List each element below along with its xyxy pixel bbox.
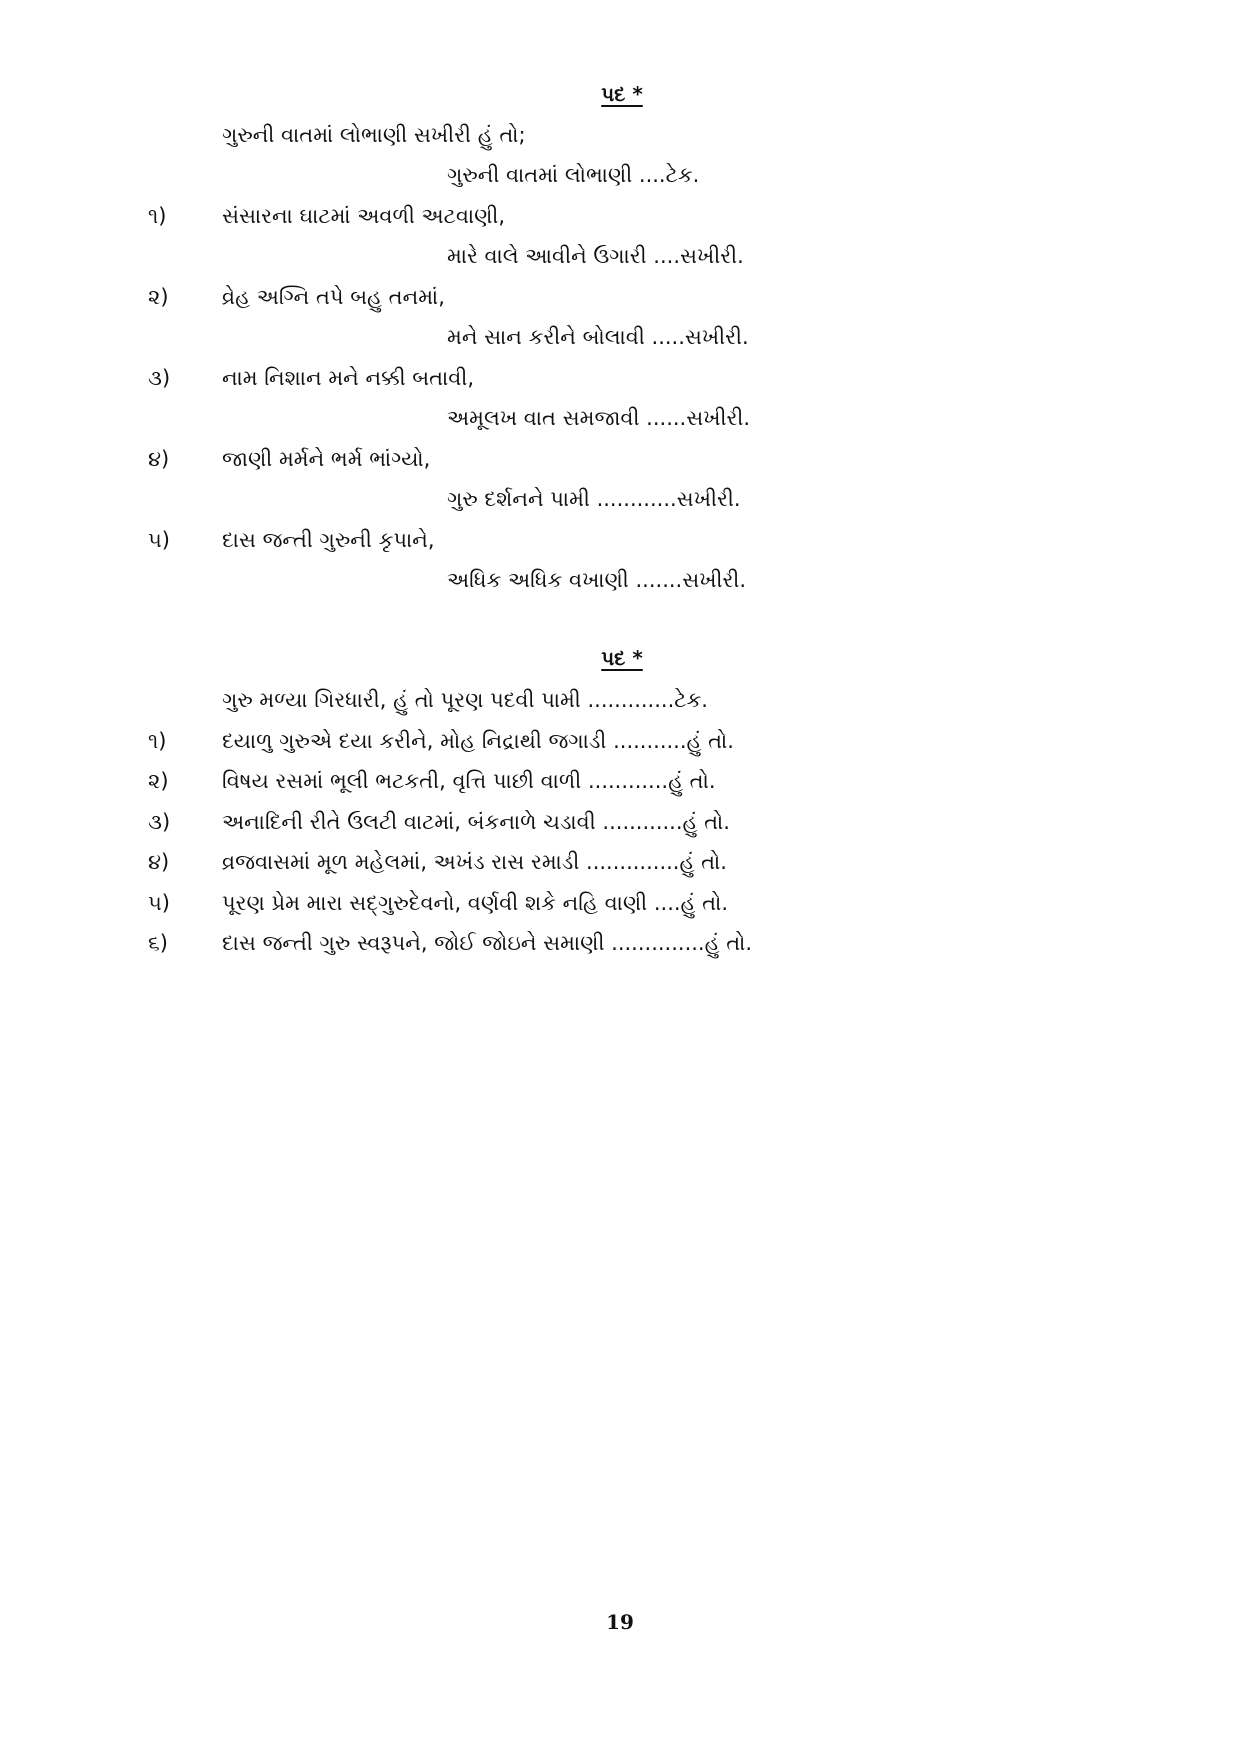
verse-number: ૨) (148, 769, 169, 793)
poem2-title: પદ * (601, 646, 643, 670)
verse-line: વ્રજવાસમાં મૂળ મહેલમાં, અખંડ રાસ રમાડી ..............હું તો. (222, 850, 727, 874)
verse-number: ૪) (148, 850, 170, 874)
poem1-refrain: ગુરુની વાતમાં લોભાણી સખીરી હું તો; (222, 123, 526, 147)
verse-line: મને સાન કરીને બોલાવી .....સખીરી. (447, 325, 749, 349)
verse-line: નામ નિશાન મને નક્કી બતાવી, (222, 366, 475, 390)
verse-line: જાણી મર્મને ભર્મ ભાંગ્યો, (222, 447, 431, 471)
poem2-refrain: ગુરુ મળ્યા ગિરધારી, હું તો પૂરણ પદવી પામી .............ટેક. (222, 688, 708, 712)
verse-line: વિષય રસમાં ભૂલી ભટકતી, વૃત્તિ પાછી વાળી ............હું તો. (222, 769, 716, 793)
verse-line: વ્રેહ અગ્નિ તપે બહુ તનમાં, (222, 285, 445, 309)
verse-number: ૨) (148, 285, 169, 309)
poem1-title: પદ * (601, 82, 643, 106)
page-number: 19 (606, 1610, 634, 1634)
verse-line: દયાળુ ગુરુએ દયા કરીને, મોહ નિદ્રાથી જગાડી ...........હું તો. (222, 729, 734, 753)
verse-number: ૬) (148, 931, 168, 955)
verse-number: ૩) (148, 366, 171, 390)
verse-line: મારે વાલે આવીને ઉગારી ....સખીરી. (447, 244, 744, 268)
poem1-refrain-end: ગુરુની વાતમાં લોભાણી ....ટેક. (447, 163, 700, 187)
verse-line: દાસ જન્તી ગુરુની કૃપાને, (222, 528, 435, 552)
verse-number: ૪) (148, 447, 170, 471)
verse-number: ૧) (148, 729, 167, 753)
verse-line: અમૂલખ વાત સમજાવી ......સખીરી. (447, 406, 751, 430)
verse-line: અધિક અધિક વખાણી .......સખીરી. (447, 568, 747, 592)
verse-line: પૂરણ પ્રેમ મારા સદ્‌ગુરુદેવનો, વર્ણવી શકે નહિ વાણી ....હું તો. (222, 891, 729, 915)
verse-line: અનાદિની રીતે ઉલટી વાટમાં, બંકનાળે ચડાવી ............હું તો. (222, 810, 730, 834)
verse-line: ગુરુ દર્શનને પામી ............સખીરી. (447, 487, 741, 511)
verse-number: ૫) (148, 891, 170, 915)
verse-number: ૩) (148, 810, 171, 834)
verse-line: દાસ જન્તી ગુરુ સ્વરૂપને, જોઈ જોઇને સમાણી ..............હું તો. (222, 931, 753, 955)
verse-line: સંસારના ઘાટમાં અવળી અટવાણી, (222, 204, 506, 228)
verse-number: ૫) (148, 528, 170, 552)
verse-number: ૧) (148, 204, 167, 228)
